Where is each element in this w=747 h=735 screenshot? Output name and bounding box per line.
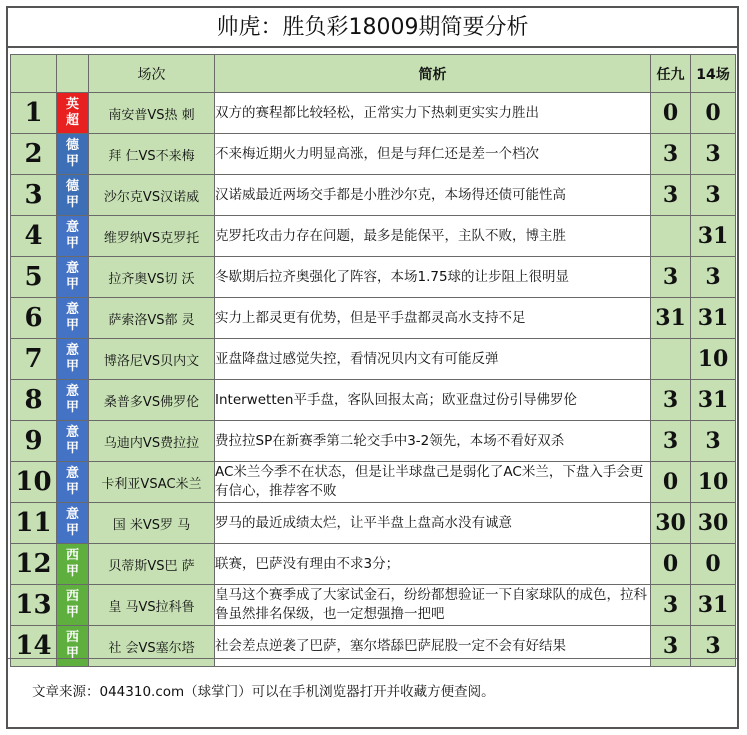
ren9-pick: 0 [651,93,691,134]
fourteen-pick: 3 [691,626,736,667]
row-number: 9 [11,421,57,462]
league-badge: 意 甲 [57,462,89,503]
analysis-text: 联赛，巴萨没有理由不求3分； [215,544,651,585]
ren9-pick: 3 [651,421,691,462]
ren9-pick: 30 [651,503,691,544]
table-row [11,585,736,626]
row-number: 1 [11,93,57,134]
table-row [11,544,736,585]
league-badge: 西 甲 [57,544,89,585]
analysis-text: 罗马的最近成绩太烂，让平半盘上盘高水没有诚意 [215,503,651,544]
league-badge: 意 甲 [57,216,89,257]
fourteen-pick: 3 [691,134,736,175]
match-name: 国 米VS罗 马 [89,503,215,544]
ren9-pick: 0 [651,462,691,503]
fourteen-pick: 10 [691,339,736,380]
header-analysis: 简析 [215,55,651,93]
match-name: 拉齐奥VS切 沃 [89,257,215,298]
table-row [11,339,736,380]
league-badge: 意 甲 [57,421,89,462]
fourteen-pick: 0 [691,544,736,585]
row-number: 14 [11,626,57,667]
header-num [11,55,57,93]
ren9-pick: 31 [651,298,691,339]
league-badge: 西 甲 [57,585,89,626]
table-row [11,298,736,339]
match-name: 博洛尼VS贝内文 [89,339,215,380]
row-number: 5 [11,257,57,298]
table-row [11,93,736,134]
row-number: 13 [11,585,57,626]
row-number: 8 [11,380,57,421]
league-badge: 英 超 [57,93,89,134]
match-name: 维罗纳VS克罗托 [89,216,215,257]
league-badge: 意 甲 [57,380,89,421]
ren9-pick: 0 [651,544,691,585]
ren9-pick: 3 [651,175,691,216]
match-name: 卡利亚VSAC米兰 [89,462,215,503]
row-number: 12 [11,544,57,585]
match-name: 乌迪内VS费拉拉 [89,421,215,462]
league-badge: 西 甲 [57,626,89,667]
header-league [57,55,89,93]
league-badge: 意 甲 [57,257,89,298]
analysis-text: 实力上都灵更有优势，但是平手盘都灵高水支持不足 [215,298,651,339]
table-row [11,462,736,503]
row-number: 4 [11,216,57,257]
match-name: 沙尔克VS汉诺威 [89,175,215,216]
header-ren9: 任九 [651,55,691,93]
ren9-pick: 3 [651,380,691,421]
fourteen-pick: 3 [691,175,736,216]
league-badge: 意 甲 [57,298,89,339]
fourteen-pick: 31 [691,216,736,257]
analysis-text: 冬歇期后拉齐奥强化了阵容，本场1.75球的让步阻上很明显 [215,257,651,298]
ren9-pick: 3 [651,134,691,175]
fourteen-pick: 31 [691,298,736,339]
fourteen-pick: 10 [691,462,736,503]
fourteen-pick: 3 [691,421,736,462]
ren9-pick: 3 [651,257,691,298]
analysis-text: Interwetten平手盘，客队回报太高；欧亚盘过份引导佛罗伦 [215,380,651,421]
row-number: 6 [11,298,57,339]
row-number: 10 [11,462,57,503]
footer-source: 文章来源：044310.com（球掌门）可以在手机浏览器打开并收藏方便查阅。 [32,684,495,700]
row-number: 11 [11,503,57,544]
row-number: 7 [11,339,57,380]
analysis-text: 皇马这个赛季成了大家试金石，纷纷都想验证一下自家球队的成色，拉科鲁虽然排名保级，也一定想强撸一把吧 [215,585,651,626]
table-row [11,626,736,667]
match-name: 贝蒂斯VS巴 萨 [89,544,215,585]
table-row [11,134,736,175]
analysis-text: 克罗托攻击力存在问题，最多是能保平，主队不败，博主胜 [215,216,651,257]
match-name: 南安普VS热 刺 [89,93,215,134]
league-badge: 德 甲 [57,134,89,175]
match-name: 社 会VS塞尔塔 [89,626,215,667]
ren9-pick: 3 [651,585,691,626]
analysis-text: 不来梅近期火力明显高涨，但是与拜仁还是差一个档次 [215,134,651,175]
match-name: 皇 马VS拉科鲁 [89,585,215,626]
header-match: 场次 [89,55,215,93]
table-row [11,257,736,298]
fourteen-pick: 3 [691,257,736,298]
analysis-table [10,54,736,667]
analysis-text: 汉诺威最近两场交手都是小胜沙尔克，本场得还债可能性高 [215,175,651,216]
match-name: 萨索洛VS都 灵 [89,298,215,339]
ren9-pick: 3 [651,626,691,667]
ren9-pick [651,339,691,380]
match-name: 拜 仁VS不来梅 [89,134,215,175]
table-row [11,216,736,257]
table-row [11,380,736,421]
fourteen-pick: 31 [691,380,736,421]
analysis-text: AC米兰今季不在状态，但是让半球盘己是弱化了AC米兰，下盘入手会更有信心，推荐客不败 [215,462,651,503]
league-badge: 意 甲 [57,339,89,380]
match-name: 桑普多VS佛罗伦 [89,380,215,421]
table-row [11,503,736,544]
league-badge: 意 甲 [57,503,89,544]
header-14: 14场 [691,55,736,93]
league-badge: 德 甲 [57,175,89,216]
ren9-pick [651,216,691,257]
table-header-row [11,55,736,93]
analysis-text: 亚盘降盘过感觉失控，看情况贝内文有可能反弹 [215,339,651,380]
table-row [11,175,736,216]
analysis-sheet [6,6,739,729]
analysis-text: 费拉拉SP在新赛季第二轮交手中3-2领先，本场不看好双杀 [215,421,651,462]
analysis-text: 社会差点逆袭了巴萨，塞尔塔舔巴萨屁股一定不会有好结果 [215,626,651,667]
fourteen-pick: 31 [691,585,736,626]
fourteen-pick: 30 [691,503,736,544]
analysis-text: 双方的赛程都比较轻松，正常实力下热刺更实实力胜出 [215,93,651,134]
page-title: 帅虎：胜负彩18009期简要分析 [8,8,737,48]
row-number: 3 [11,175,57,216]
footer-divider [8,658,737,659]
table-row [11,421,736,462]
fourteen-pick: 0 [691,93,736,134]
row-number: 2 [11,134,57,175]
